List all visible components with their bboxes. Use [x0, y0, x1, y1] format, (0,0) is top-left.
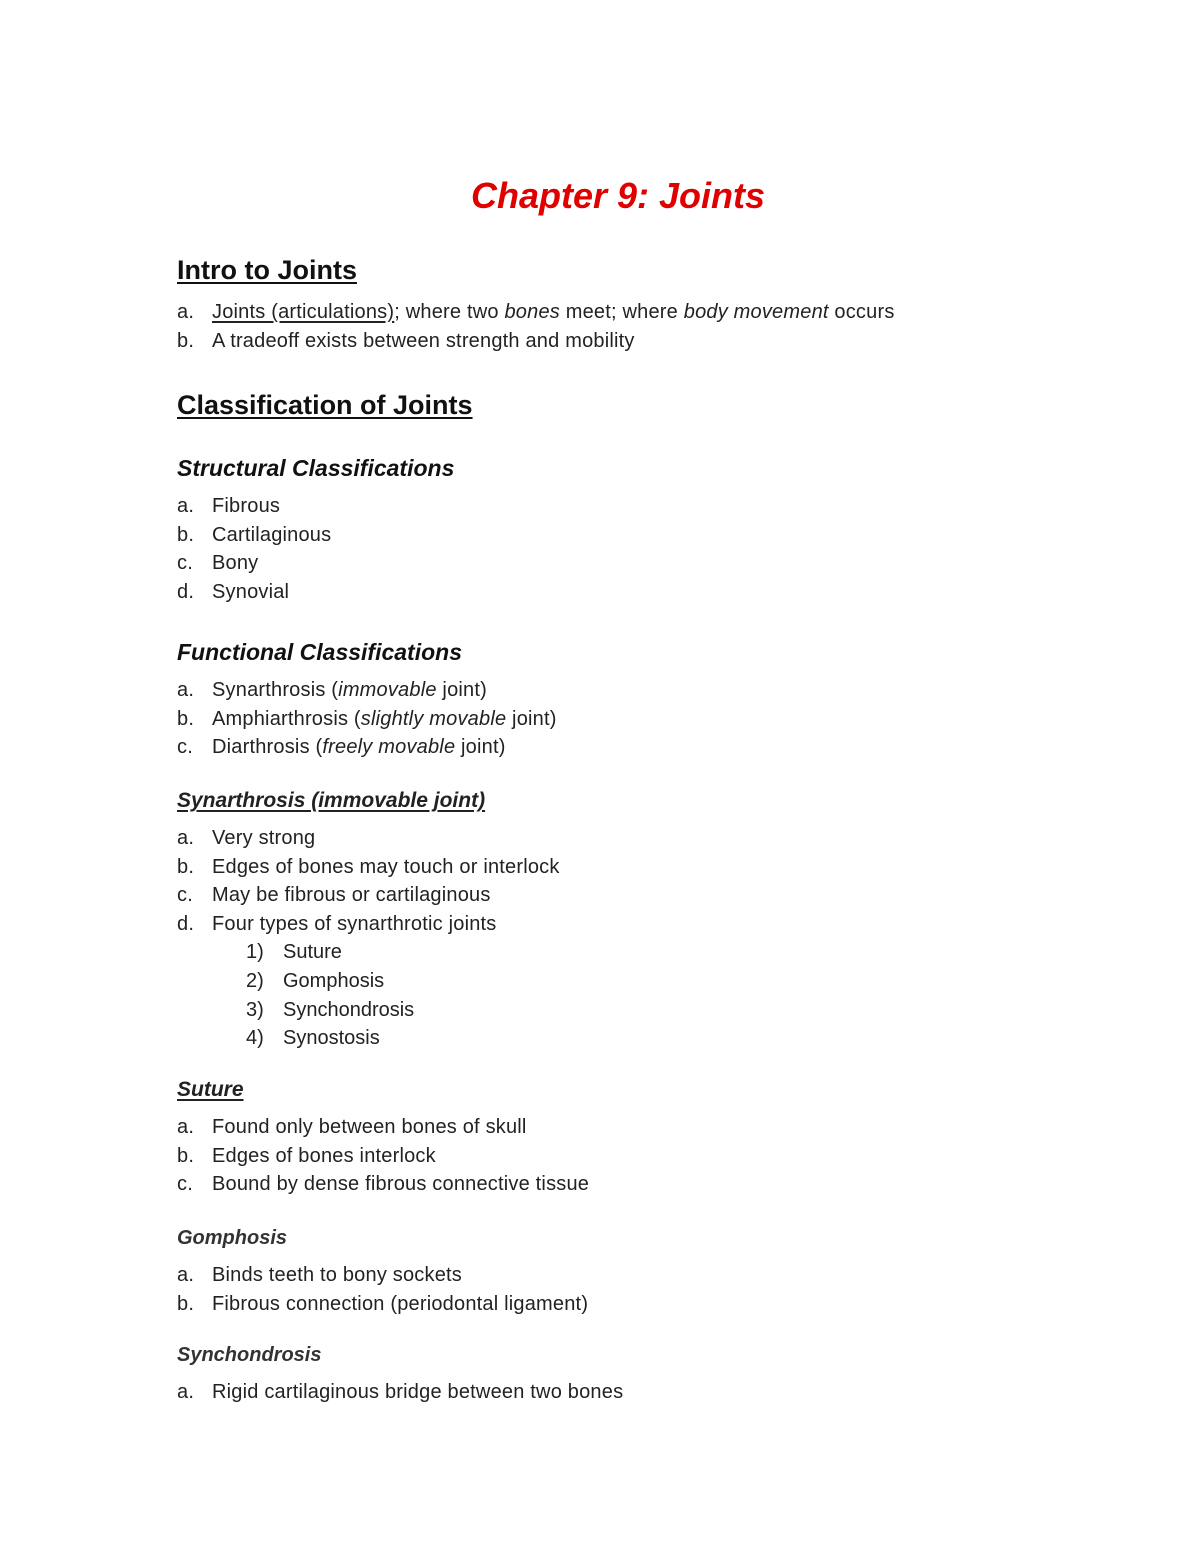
list-text: Found only between bones of skull: [212, 1116, 527, 1138]
list-text: occurs: [828, 301, 895, 323]
list-marker: 2): [246, 969, 264, 992]
list-marker: 4): [246, 1027, 264, 1050]
list-marker: c.: [177, 552, 193, 575]
list-item: [177, 549, 1077, 578]
synarthrosis-heading: Synarthrosis (immovable joint): [177, 789, 486, 812]
synchondrosis-list: [177, 1378, 1077, 1407]
list-item: [177, 881, 1077, 910]
list-marker: b.: [177, 855, 195, 878]
list-item: [177, 521, 1077, 550]
list-text: meet; where: [559, 301, 684, 323]
list-item: [177, 967, 1077, 996]
synarthrosis-list: [177, 824, 1077, 938]
list-item: [177, 996, 1077, 1025]
suture-section: [177, 1075, 1077, 1199]
list-item: [177, 1261, 1077, 1290]
list-marker: 3): [246, 998, 264, 1021]
list-text: Very strong: [212, 827, 316, 849]
functional-list: [177, 676, 1077, 762]
list-marker: a.: [177, 495, 195, 517]
list-item: [177, 938, 1077, 967]
list-marker: 1): [246, 941, 264, 964]
gomphosis-section: [177, 1223, 1077, 1318]
list-marker: c.: [177, 884, 193, 907]
list-marker: c.: [177, 736, 193, 759]
list-item: [177, 853, 1077, 882]
list-text: Synostosis: [283, 1027, 380, 1050]
list-marker: b.: [177, 329, 195, 352]
list-text: Binds teeth to bony sockets: [212, 1264, 462, 1286]
classification-section: [177, 387, 1077, 423]
list-text: Synchondrosis: [283, 998, 415, 1021]
list-text: Four types of synarthrotic joints: [212, 912, 497, 935]
list-marker: b.: [177, 1144, 195, 1167]
classification-heading: Classification of Joints: [177, 390, 473, 420]
list-text: Synarthrosis (: [212, 679, 339, 701]
list-marker: a.: [177, 1381, 195, 1403]
list-marker: b.: [177, 1292, 195, 1315]
list-item: [177, 492, 1077, 521]
emphasis-text: bones: [504, 301, 560, 323]
list-marker: a.: [177, 827, 195, 849]
list-item: [177, 327, 1077, 356]
intro-heading: Intro to Joints: [177, 255, 357, 285]
list-text: ; where two: [394, 301, 505, 323]
list-text: Diarthrosis (: [212, 736, 323, 759]
list-marker: a.: [177, 679, 195, 701]
suture-heading: Suture: [177, 1078, 244, 1101]
intro-section: [177, 252, 1077, 355]
list-text: Cartilaginous: [212, 523, 332, 546]
list-text: Bound by dense fibrous connective tissue: [212, 1173, 590, 1196]
structural-heading: Structural Classifications: [177, 455, 455, 481]
list-marker: a.: [177, 301, 195, 323]
list-text: Synovial: [212, 580, 290, 603]
list-text: Bony: [212, 552, 259, 575]
list-item: [177, 676, 1077, 705]
synarthrosis-section: [177, 786, 1077, 1053]
list-text: A tradeoff exists between strength and mobility: [212, 329, 635, 352]
intro-list: [177, 298, 1077, 355]
gomphosis-list: [177, 1261, 1077, 1318]
list-text: Rigid cartilaginous bridge between two bones: [212, 1381, 624, 1403]
list-item: [177, 705, 1077, 734]
list-text: Suture: [283, 941, 342, 964]
gomphosis-heading: Gomphosis: [177, 1227, 288, 1249]
synarthrosis-types-list: [177, 938, 1077, 1052]
list-item: [177, 1170, 1077, 1199]
list-item: [177, 1378, 1077, 1407]
list-item: [177, 1142, 1077, 1171]
list-item: [177, 578, 1077, 607]
list-item: [177, 910, 1077, 939]
list-item: [177, 824, 1077, 853]
emphasis-text: body movement: [683, 301, 829, 323]
list-marker: b.: [177, 523, 195, 546]
list-marker: d.: [177, 912, 195, 935]
list-item: [177, 298, 1077, 327]
structural-list: [177, 492, 1077, 606]
list-text: joint): [455, 736, 506, 759]
synchondrosis-heading: Synchondrosis: [177, 1344, 322, 1366]
emphasis-text: immovable: [338, 679, 437, 701]
emphasis-text: freely movable: [322, 736, 456, 759]
functional-heading: Functional Classifications: [177, 639, 462, 665]
list-text: joint): [506, 707, 557, 730]
list-marker: a.: [177, 1264, 195, 1286]
list-text: Amphiarthrosis (: [212, 707, 361, 730]
list-item: [177, 1113, 1077, 1142]
emphasis-text: slightly movable: [360, 707, 507, 730]
list-text: Fibrous: [212, 495, 281, 517]
list-item: [177, 1290, 1077, 1319]
list-item: [177, 1024, 1077, 1053]
list-marker: b.: [177, 707, 195, 730]
synchondrosis-section: [177, 1340, 1077, 1407]
list-marker: a.: [177, 1116, 195, 1138]
structural-section: [177, 452, 1077, 606]
list-text: May be fibrous or cartilaginous: [212, 884, 491, 907]
list-text: Edges of bones may touch or interlock: [212, 855, 560, 878]
list-item: [177, 733, 1077, 762]
suture-list: [177, 1113, 1077, 1199]
functional-section: [177, 636, 1077, 762]
list-text: Gomphosis: [283, 969, 385, 992]
list-text: Fibrous connection (periodontal ligament): [212, 1292, 589, 1315]
page-title: Chapter 9: Joints: [470, 175, 766, 216]
list-marker: c.: [177, 1173, 193, 1196]
list-text: Edges of bones interlock: [212, 1144, 436, 1167]
list-marker: d.: [177, 580, 195, 603]
list-text: joint): [436, 679, 487, 701]
joints-term: Joints (articulations): [212, 301, 395, 323]
